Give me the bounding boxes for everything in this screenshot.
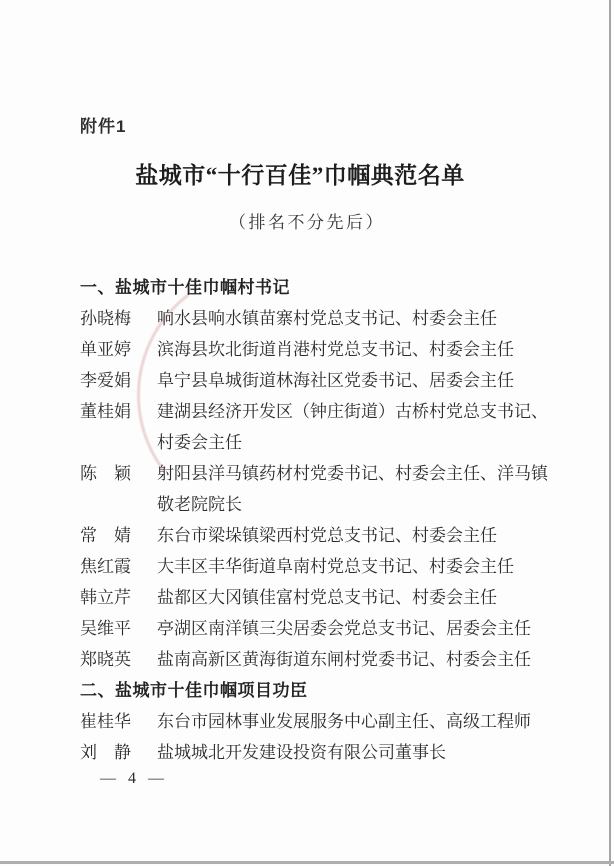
entry-desc: 盐城城北开发建设投资有限公司董事长 <box>157 743 446 762</box>
entry-name: 单亚婷 <box>80 340 131 359</box>
entry-desc: 滨海县坎北街道肖港村党总支书记、村委会主任 <box>157 340 514 359</box>
entry-name: 刘 静 <box>80 743 131 762</box>
entry-row <box>80 737 558 768</box>
entry-row <box>80 458 558 520</box>
entry-name: 李爱娟 <box>80 371 131 390</box>
entry-name: 陈 颖 <box>80 464 131 483</box>
entry-row <box>80 706 558 737</box>
entry-desc: 东台市园林事业发展服务中心副主任、高级工程师 <box>157 712 531 731</box>
entry-desc: 东台市梁垛镇梁西村党总支书记、村委会主任 <box>157 526 497 545</box>
document-subtitle: （排名不分先后） <box>229 213 385 232</box>
entry-name: 焦红霞 <box>80 557 131 576</box>
entry-row <box>80 551 558 582</box>
page-number: — 4 — <box>100 770 168 787</box>
entry-row <box>80 334 558 365</box>
entry-row <box>80 644 558 675</box>
sections-container <box>80 272 558 768</box>
entry-row <box>80 396 558 458</box>
entry-desc: 亭湖区南洋镇三尖居委会党总支书记、居委会主任 <box>157 619 531 638</box>
entry-name: 孙晓梅 <box>80 309 131 328</box>
section-heading: 一、盐城市十佳巾帼村书记 <box>80 278 290 297</box>
entry-desc: 建湖县经济开发区（钟庄街道）古桥村党总支书记、村委会主任 <box>157 402 548 452</box>
entry-row <box>80 303 558 334</box>
entry-row <box>80 613 558 644</box>
entry-name: 常 婧 <box>80 526 131 545</box>
scan-page-edge-right <box>609 0 611 866</box>
entry-desc: 阜宁县阜城街道林海社区党委书记、居委会主任 <box>157 371 514 390</box>
entry-name: 董桂娟 <box>80 402 131 421</box>
entry-row <box>80 520 558 551</box>
entry-name: 韩立芹 <box>80 588 131 607</box>
entry-desc: 大丰区丰华街道阜南村党总支书记、村委会主任 <box>157 557 514 576</box>
attachment-label: 附件1 <box>80 117 127 136</box>
entry-desc: 盐南高新区黄海街道东闸村党委书记、村委会主任 <box>157 650 531 669</box>
scan-page-edge-bottom <box>0 861 614 864</box>
entry-desc: 盐都区大冈镇佳富村党总支书记、村委会主任 <box>157 588 497 607</box>
document-title: 盐城市“十行百佳”巾帼典范名单 <box>135 163 465 188</box>
entry-name: 吴维平 <box>80 619 131 638</box>
entry-name: 郑晓英 <box>80 650 131 669</box>
entry-name: 崔桂华 <box>80 712 131 731</box>
entry-desc: 射阳县洋马镇药材村党委书记、村委会主任、洋马镇敬老院院长 <box>157 464 548 514</box>
entry-desc: 响水县响水镇苗寨村党总支书记、村委会主任 <box>157 309 497 328</box>
section-heading: 二、盐城市十佳巾帼项目功臣 <box>80 681 308 700</box>
entry-row <box>80 582 558 613</box>
entry-row <box>80 365 558 396</box>
